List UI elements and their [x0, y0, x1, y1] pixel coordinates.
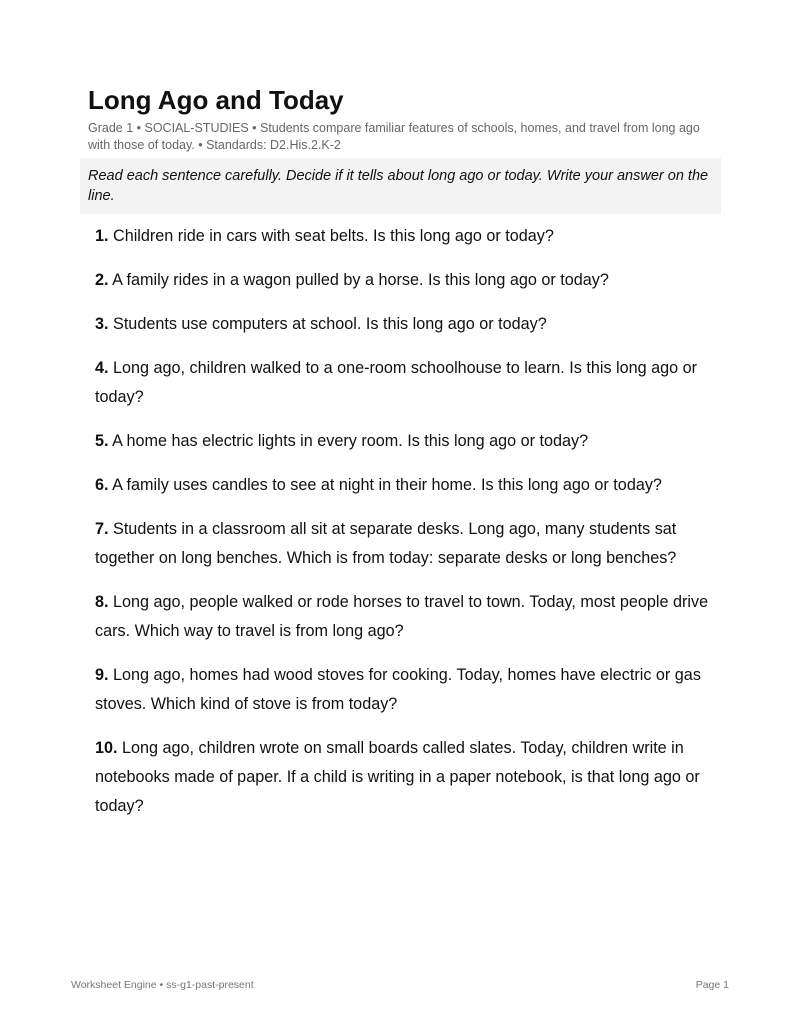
question-item	[95, 310, 720, 339]
question-item	[95, 471, 720, 500]
question-number: 3.	[95, 315, 109, 333]
question-text: A home has electric lights in every room. Is this long ago or today?	[112, 432, 589, 450]
question-number: 2.	[95, 271, 109, 289]
question-number: 4.	[95, 359, 109, 377]
question-item	[95, 354, 720, 412]
question-number: 5.	[95, 432, 109, 450]
question-text: Students use computers at school. Is this long ago or today?	[113, 315, 547, 333]
question-number: 8.	[95, 593, 109, 611]
question-item	[95, 427, 720, 456]
question-text: Long ago, homes had wood stoves for cooking. Today, homes have electric or gas stoves. Which kind of stove is from today?	[95, 666, 701, 713]
question-item	[95, 222, 720, 251]
question-number: 1.	[95, 227, 109, 245]
question-text: A family rides in a wagon pulled by a horse. Is this long ago or today?	[112, 271, 609, 289]
question-number: 9.	[95, 666, 109, 684]
question-text: Long ago, children wrote on small boards called slates. Today, children write in notebooks made of paper. If a child is writing in a paper notebook, is that long ago or today?	[95, 739, 700, 815]
question-item	[95, 588, 720, 646]
question-text: Long ago, people walked or rode horses to travel to town. Today, most people drive cars. Which way to travel is from long ago?	[95, 593, 709, 640]
footer-page-number: Page 1	[695, 979, 729, 991]
question-item	[95, 661, 720, 719]
question-text: Long ago, children walked to a one-room schoolhouse to learn. Is this long ago or today?	[95, 359, 698, 406]
question-list	[95, 222, 720, 836]
worksheet-meta: Grade 1 • SOCIAL-STUDIES • Students compare familiar features of schools, homes, and travel from long ago with those of today. • Standards: D2.His.2.K-2	[88, 121, 700, 152]
question-number: 6.	[95, 476, 109, 494]
question-item	[95, 734, 720, 821]
question-number: 7.	[95, 520, 109, 538]
question-item	[95, 266, 720, 295]
question-number: 10.	[95, 739, 118, 757]
question-text: A family uses candles to see at night in their home. Is this long ago or today?	[112, 476, 662, 494]
question-text: Students in a classroom all sit at separate desks. Long ago, many students sat together on long benches. Which is from today: separate desks or long benches?	[95, 520, 677, 567]
footer-source: Worksheet Engine • ss-g1-past-present	[71, 979, 254, 991]
instructions-box: Read each sentence carefully. Decide if it tells about long ago or today. Write your answer on the line.	[80, 158, 721, 214]
page-title: Long Ago and Today	[88, 85, 344, 115]
question-item	[95, 515, 720, 573]
question-text: Children ride in cars with seat belts. Is this long ago or today?	[113, 227, 554, 245]
